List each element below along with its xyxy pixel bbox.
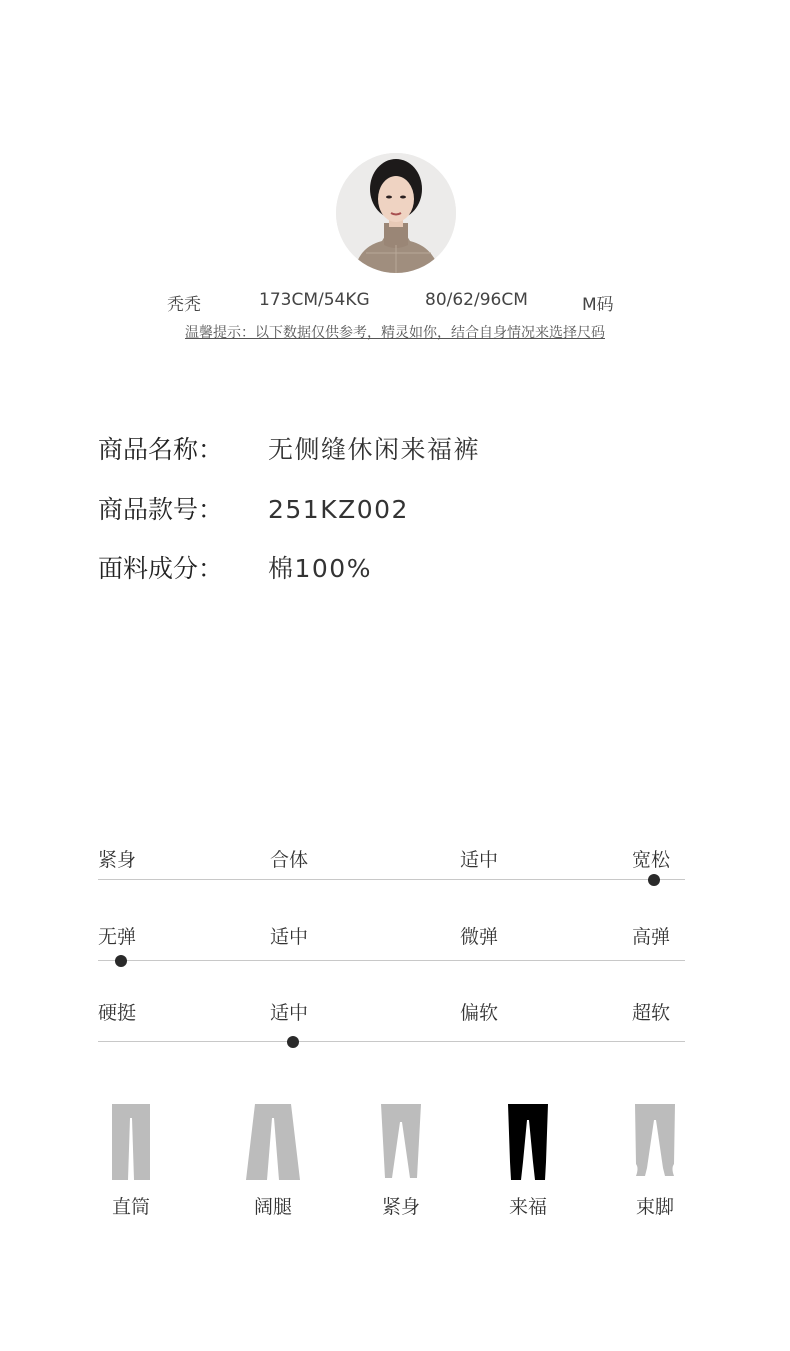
style-skinny bbox=[361, 1104, 441, 1219]
style-jogger bbox=[488, 1104, 568, 1219]
style-wide-leg bbox=[233, 1104, 313, 1219]
model-avatar bbox=[336, 153, 456, 273]
product-name-value: 无侧缝休闲来福裤 bbox=[268, 435, 481, 464]
softness-scale-label: 硬挺 bbox=[98, 1002, 137, 1024]
style-label: 紧身 bbox=[381, 1196, 420, 1218]
product-code-label: 商品款号： bbox=[98, 495, 224, 524]
softness-scale-marker bbox=[287, 1036, 299, 1048]
softness-scale-line bbox=[98, 1041, 685, 1042]
model-measurements: 80/62/96CM bbox=[425, 290, 528, 310]
wide-leg-pants-icon bbox=[243, 1104, 303, 1182]
fit-scale-label: 宽松 bbox=[632, 849, 671, 871]
elasticity-scale-label: 无弹 bbox=[98, 926, 137, 948]
fit-scale-labels bbox=[0, 845, 790, 873]
softness-scale-labels bbox=[0, 998, 790, 1026]
elasticity-scale-label: 微弹 bbox=[460, 926, 499, 948]
style-cuffed bbox=[615, 1104, 695, 1219]
fit-scale-label: 紧身 bbox=[98, 849, 137, 871]
product-code-value: 251KZ002 bbox=[268, 495, 409, 524]
product-name-label: 商品名称： bbox=[98, 435, 224, 464]
elasticity-scale-labels bbox=[0, 922, 790, 950]
model-height-weight: 173CM/54KG bbox=[259, 290, 370, 310]
product-fabric-row bbox=[98, 549, 372, 585]
model-info-row bbox=[0, 290, 790, 316]
cuffed-pants-icon bbox=[633, 1104, 677, 1182]
straight-pants-icon bbox=[109, 1104, 153, 1182]
model-size: M码 bbox=[582, 295, 614, 315]
style-label: 来福 bbox=[508, 1196, 547, 1218]
jogger-pants-icon bbox=[506, 1104, 550, 1182]
elasticity-scale-line bbox=[98, 960, 685, 961]
fit-scale-label: 合体 bbox=[270, 849, 309, 871]
fit-scale-label: 适中 bbox=[460, 849, 499, 871]
style-label: 直筒 bbox=[111, 1196, 150, 1218]
elasticity-scale-label: 适中 bbox=[270, 926, 309, 948]
elasticity-scale-marker bbox=[115, 955, 127, 967]
product-name-row bbox=[98, 430, 480, 466]
softness-scale-label: 超软 bbox=[632, 1002, 671, 1024]
size-tip: 温馨提示：以下数据仅供参考，精灵如你，结合自身情况来选择尺码 bbox=[185, 325, 605, 341]
skinny-pants-icon bbox=[379, 1104, 423, 1182]
product-code-row bbox=[98, 490, 409, 526]
product-fabric-value: 棉100% bbox=[268, 554, 372, 583]
style-straight bbox=[91, 1104, 171, 1219]
fit-scale-marker bbox=[648, 874, 660, 886]
softness-scale-label: 偏软 bbox=[460, 1002, 499, 1024]
style-label: 阔腿 bbox=[253, 1196, 292, 1218]
elasticity-scale-label: 高弹 bbox=[632, 926, 671, 948]
model-name: 秃秃 bbox=[167, 295, 201, 315]
style-label: 束脚 bbox=[635, 1196, 674, 1218]
fit-scale-line bbox=[98, 879, 685, 880]
product-fabric-label: 面料成分： bbox=[98, 554, 224, 583]
softness-scale-label: 适中 bbox=[270, 1002, 309, 1024]
